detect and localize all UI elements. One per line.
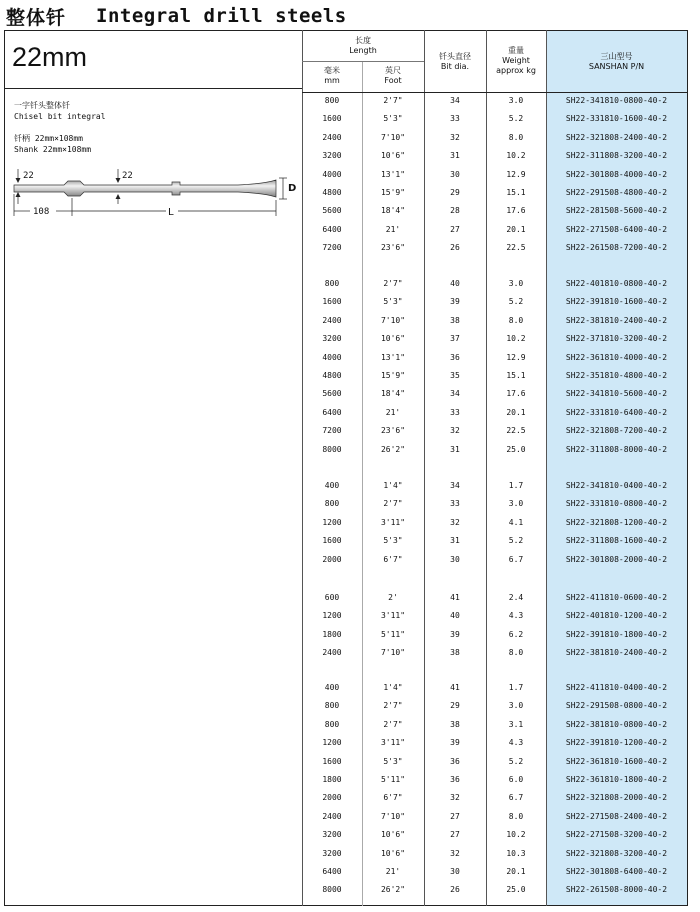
cell-foot: 5'3" <box>383 756 403 766</box>
header-mm-en: mm <box>324 76 340 85</box>
cell-bit: 37 <box>450 334 460 344</box>
page-title <box>6 3 347 29</box>
cell-pn: SH22-341810-5600-40-2 <box>565 389 668 399</box>
cell-foot: 13'1" <box>380 352 406 362</box>
cell-bit: 32 <box>450 426 460 436</box>
cell-pn: SH22-301808-4000-40-2 <box>565 169 668 179</box>
cell-foot: 18'4" <box>380 389 406 399</box>
cell-foot: 5'3" <box>383 114 403 124</box>
cell-bit: 32 <box>450 793 460 803</box>
cell-mm: 1200 <box>322 517 342 527</box>
cell-foot: 7'10" <box>380 132 406 142</box>
cell-pn: SH22-361810-1600-40-2 <box>565 756 668 766</box>
cell-foot: 15'9" <box>380 188 406 197</box>
cell-foot: 6'7" <box>383 793 403 803</box>
cell-pn: SH22-381810-0800-40-2 <box>565 719 668 729</box>
cell-mm: 1800 <box>322 775 342 784</box>
cell-weight: 22.5 <box>506 243 526 253</box>
cell-bit: 30 <box>450 169 460 179</box>
cell-foot: 7'10" <box>380 648 406 658</box>
header-length-en: Length <box>349 46 377 55</box>
cell-bit: 40 <box>450 279 460 288</box>
cell-weight: 15.1 <box>506 371 526 380</box>
title-en: Integral drill steels <box>96 5 347 27</box>
cell-pn: SH22-291508-0800-40-2 <box>565 701 668 711</box>
header-length <box>302 36 424 56</box>
cell-bit: 30 <box>450 554 460 564</box>
cell-weight: 12.9 <box>506 352 526 362</box>
cell-weight: 25.0 <box>506 885 526 895</box>
cell-weight: 8.0 <box>508 648 524 658</box>
cell-weight: 8.0 <box>508 811 524 821</box>
cell-pn: SH22-261508-7200-40-2 <box>565 243 668 253</box>
cell-weight: 4.1 <box>508 517 524 527</box>
cell-bit: 32 <box>450 132 460 142</box>
cell-foot: 1'4" <box>383 683 403 692</box>
cell-pn: SH22-361810-1800-40-2 <box>565 775 668 784</box>
cell-weight: 15.1 <box>506 188 526 197</box>
cell-pn: SH22-281508-5600-40-2 <box>565 206 668 216</box>
cell-bit: 39 <box>450 297 460 307</box>
cell-bit: 34 <box>450 481 460 490</box>
cell-bit: 36 <box>450 775 460 784</box>
dim-label-l: L <box>168 207 174 218</box>
cell-foot: 5'11" <box>380 775 406 784</box>
cell-foot: 18'4" <box>380 206 406 216</box>
cell-mm: 400 <box>324 683 340 692</box>
cell-mm: 800 <box>324 96 340 105</box>
dim-arrow-head <box>116 194 121 199</box>
header-weight-en1: Weight <box>502 56 530 65</box>
cell-mm: 3200 <box>322 848 342 858</box>
dim-label-22-left: 22 <box>23 171 34 181</box>
cell-bit: 31 <box>450 536 460 546</box>
cell-mm: 7200 <box>322 426 342 436</box>
cell-pn: SH22-291508-4800-40-2 <box>565 188 668 197</box>
cell-weight: 3.1 <box>508 719 524 729</box>
cell-mm: 6400 <box>322 407 342 417</box>
header-part-number <box>546 52 687 72</box>
dim-label-108: 108 <box>33 207 50 217</box>
cell-pn: SH22-391810-1200-40-2 <box>565 738 668 748</box>
cell-weight: 3.0 <box>508 701 524 711</box>
cell-bit: 39 <box>450 738 460 748</box>
cell-weight: 6.7 <box>508 554 524 564</box>
cell-pn: SH22-331810-6400-40-2 <box>565 407 668 417</box>
cell-weight: 10.2 <box>506 830 526 840</box>
cell-mm: 8000 <box>322 444 342 454</box>
cell-pn: SH22-401810-0800-40-2 <box>565 279 668 288</box>
cell-mm: 8000 <box>322 885 342 895</box>
cell-mm: 2400 <box>322 648 342 658</box>
cell-weight: 17.6 <box>506 206 526 216</box>
cell-weight: 20.1 <box>506 407 526 417</box>
cell-mm: 3200 <box>322 830 342 840</box>
cell-foot: 10'6" <box>380 848 406 858</box>
cell-weight: 6.2 <box>508 629 524 639</box>
cell-foot: 23'6" <box>380 426 406 436</box>
cell-foot: 13'1" <box>380 169 406 179</box>
cell-pn: SH22-341810-0400-40-2 <box>565 481 668 490</box>
size-label: 22mm <box>12 42 88 72</box>
cell-foot: 6'7" <box>383 554 403 564</box>
cell-mm: 4800 <box>322 371 342 380</box>
header-foot-zh: 英尺 <box>385 66 401 75</box>
cell-pn: SH22-271508-6400-40-2 <box>565 224 668 234</box>
cell-foot: 10'6" <box>380 830 406 840</box>
cell-foot: 5'3" <box>383 536 403 546</box>
cell-bit: 41 <box>450 593 460 602</box>
cell-bit: 36 <box>450 756 460 766</box>
cell-foot: 21' <box>385 407 401 417</box>
header-weight-en2: approx kg <box>496 66 536 75</box>
cell-pn: SH22-351810-4800-40-2 <box>565 371 668 380</box>
cell-bit: 26 <box>450 885 460 895</box>
cell-pn: SH22-311808-8000-40-2 <box>565 444 668 454</box>
cell-pn: SH22-411810-0600-40-2 <box>565 593 668 602</box>
header-pn-en: SANSHAN P/N <box>588 62 645 71</box>
cell-weight: 5.2 <box>508 297 524 307</box>
cell-bit: 34 <box>450 96 460 105</box>
cell-weight: 22.5 <box>506 426 526 436</box>
header-pn-zh: 三山型号 <box>600 52 633 61</box>
cell-bit: 38 <box>450 719 460 729</box>
cell-bit: 26 <box>450 243 460 253</box>
cell-foot: 2'7" <box>383 719 403 729</box>
cell-foot: 3'11" <box>380 738 406 748</box>
cell-mm: 1600 <box>322 536 342 546</box>
cell-mm: 5600 <box>322 206 342 216</box>
cell-bit: 29 <box>450 701 460 711</box>
cell-weight: 1.7 <box>508 481 524 490</box>
cell-mm: 2400 <box>322 315 342 325</box>
cell-pn: SH22-331810-0800-40-2 <box>565 499 668 509</box>
header-sub-divider <box>302 61 424 62</box>
header-foot-en: Foot <box>384 76 402 85</box>
header-bit-zh: 钎头直径 <box>439 52 471 61</box>
cell-pn: SH22-341810-0800-40-2 <box>565 96 668 105</box>
dim-label-d: D <box>288 183 297 194</box>
cell-pn: SH22-321808-7200-40-2 <box>565 426 668 436</box>
cell-foot: 7'10" <box>380 315 406 325</box>
cell-pn: SH22-311808-3200-40-2 <box>565 151 668 161</box>
cell-mm: 4000 <box>322 352 342 362</box>
cell-bit: 32 <box>450 848 460 858</box>
cell-foot: 5'11" <box>380 629 406 639</box>
cell-foot: 10'6" <box>380 151 406 161</box>
cell-bit: 35 <box>450 371 460 380</box>
cell-bit: 40 <box>450 611 460 621</box>
cell-bit: 27 <box>450 830 460 840</box>
cell-pn: SH22-391810-1600-40-2 <box>565 297 668 307</box>
description-zh: 一字钎头整体钎 <box>14 101 70 110</box>
header-length-zh: 长度 <box>355 36 371 45</box>
cell-pn: SH22-271508-3200-40-2 <box>565 830 668 840</box>
cell-foot: 10'6" <box>380 334 406 344</box>
shank-zh: 钎柄 22mm×108mm <box>14 134 83 143</box>
cell-mm: 800 <box>324 719 340 729</box>
cell-bit: 27 <box>450 811 460 821</box>
cell-mm: 6400 <box>322 224 342 234</box>
cell-weight: 6.0 <box>508 775 524 784</box>
cell-foot: 3'11" <box>380 611 406 621</box>
cell-bit: 31 <box>450 444 460 454</box>
header-foot <box>362 66 424 86</box>
cell-foot: 26'2" <box>380 444 406 454</box>
cell-bit: 33 <box>450 499 460 509</box>
header-bit-en: Bit dia. <box>440 62 470 71</box>
cell-foot: 3'11" <box>380 517 406 527</box>
cell-weight: 12.9 <box>506 169 526 179</box>
cell-bit: 33 <box>450 114 460 124</box>
dim-label-22-mid: 22 <box>122 171 133 181</box>
cell-mm: 7200 <box>322 243 342 253</box>
cell-foot: 23'6" <box>380 243 406 253</box>
cell-weight: 10.2 <box>506 334 526 344</box>
cell-weight: 6.7 <box>508 793 524 803</box>
cell-mm: 3200 <box>322 151 342 161</box>
cell-weight: 5.2 <box>508 536 524 546</box>
cell-weight: 3.0 <box>508 499 524 509</box>
drill-steel-drawing <box>8 164 300 220</box>
cell-bit: 38 <box>450 648 460 658</box>
cell-mm: 1600 <box>322 114 342 124</box>
cell-mm: 4000 <box>322 169 342 179</box>
cell-weight: 3.0 <box>508 96 524 105</box>
cell-pn: SH22-321808-3200-40-2 <box>565 848 668 858</box>
description-en: Chisel bit integral <box>14 112 106 121</box>
cell-bit: 36 <box>450 352 460 362</box>
cell-mm: 5600 <box>322 389 342 399</box>
cell-pn: SH22-391810-1800-40-2 <box>565 629 668 639</box>
cell-bit: 34 <box>450 389 460 399</box>
cell-mm: 2000 <box>322 793 342 803</box>
cell-foot: 21' <box>385 224 401 234</box>
cell-bit: 27 <box>450 224 460 234</box>
cell-weight: 17.6 <box>506 389 526 399</box>
cell-mm: 1200 <box>322 611 342 621</box>
cell-foot: 7'10" <box>380 811 406 821</box>
cell-foot: 2' <box>388 593 398 602</box>
cell-bit: 41 <box>450 683 460 692</box>
cell-bit: 32 <box>450 517 460 527</box>
cell-foot: 2'7" <box>383 499 403 509</box>
dim-arrow-head <box>16 178 21 183</box>
cell-foot: 2'7" <box>383 96 403 105</box>
cell-pn: SH22-371810-3200-40-2 <box>565 334 668 344</box>
cell-pn: SH22-311808-1600-40-2 <box>565 536 668 546</box>
cell-bit: 39 <box>450 629 460 639</box>
cell-mm: 6400 <box>322 867 342 876</box>
title-zh: 整体钎 <box>6 6 67 29</box>
header-bit-dia <box>424 52 486 72</box>
cell-mm: 2000 <box>322 554 342 564</box>
cell-weight: 4.3 <box>508 738 524 748</box>
cell-foot: 21' <box>385 867 401 876</box>
cell-pn: SH22-301808-2000-40-2 <box>565 554 668 564</box>
cell-mm: 1600 <box>322 297 342 307</box>
cell-weight: 4.3 <box>508 611 524 621</box>
cell-mm: 4800 <box>322 188 342 197</box>
size-divider <box>4 88 302 89</box>
cell-pn: SH22-321808-2400-40-2 <box>565 132 668 142</box>
cell-weight: 25.0 <box>506 444 526 454</box>
dim-arrow-head <box>116 178 121 183</box>
cell-mm: 1800 <box>322 629 342 639</box>
cell-bit: 30 <box>450 867 460 876</box>
rod-shape <box>14 180 276 197</box>
cell-pn: SH22-261508-8000-40-2 <box>565 885 668 895</box>
cell-foot: 2'7" <box>383 279 403 288</box>
cell-pn: SH22-321808-1200-40-2 <box>565 517 668 527</box>
header-mm <box>302 66 362 86</box>
cell-weight: 5.2 <box>508 756 524 766</box>
cell-weight: 1.7 <box>508 683 524 692</box>
cell-mm: 600 <box>324 593 340 602</box>
header-weight <box>486 46 546 76</box>
cell-weight: 5.2 <box>508 114 524 124</box>
header-weight-zh: 重量 <box>508 46 524 55</box>
header-mm-zh: 毫米 <box>324 66 340 75</box>
cell-weight: 8.0 <box>508 315 524 325</box>
cell-foot: 26'2" <box>380 885 406 895</box>
cell-weight: 20.1 <box>506 224 526 234</box>
cell-pn: SH22-401810-1200-40-2 <box>565 611 668 621</box>
cell-weight: 10.3 <box>506 848 526 858</box>
cell-pn: SH22-411810-0400-40-2 <box>565 683 668 692</box>
cell-bit: 28 <box>450 206 460 216</box>
cell-pn: SH22-321808-2000-40-2 <box>565 793 668 803</box>
cell-mm: 2400 <box>322 132 342 142</box>
cell-pn: SH22-331810-1600-40-2 <box>565 114 668 124</box>
cell-weight: 20.1 <box>506 867 526 876</box>
cell-mm: 1600 <box>322 756 342 766</box>
cell-weight: 2.4 <box>508 593 524 602</box>
cell-foot: 2'7" <box>383 701 403 711</box>
cell-weight: 3.0 <box>508 279 524 288</box>
cell-pn: SH22-381810-2400-40-2 <box>565 648 668 658</box>
cell-pn: SH22-301808-6400-40-2 <box>565 867 668 876</box>
cell-bit: 33 <box>450 407 460 417</box>
dim-arrow-head <box>16 192 21 197</box>
cell-bit: 29 <box>450 188 460 197</box>
cell-bit: 31 <box>450 151 460 161</box>
cell-mm: 400 <box>324 481 340 490</box>
cell-mm: 3200 <box>322 334 342 344</box>
cell-pn: SH22-381810-2400-40-2 <box>565 315 668 325</box>
cell-pn: SH22-361810-4000-40-2 <box>565 352 668 362</box>
cell-foot: 1'4" <box>383 481 403 490</box>
cell-foot: 15'9" <box>380 371 406 380</box>
cell-weight: 10.2 <box>506 151 526 161</box>
cell-mm: 800 <box>324 499 340 509</box>
cell-mm: 800 <box>324 279 340 288</box>
cell-weight: 8.0 <box>508 132 524 142</box>
shank-en: Shank 22mm×108mm <box>14 145 92 154</box>
cell-foot: 5'3" <box>383 297 403 307</box>
cell-bit: 38 <box>450 315 460 325</box>
cell-mm: 2400 <box>322 811 342 821</box>
cell-pn: SH22-271508-2400-40-2 <box>565 811 668 821</box>
cell-mm: 800 <box>324 701 340 711</box>
cell-mm: 1200 <box>322 738 342 748</box>
